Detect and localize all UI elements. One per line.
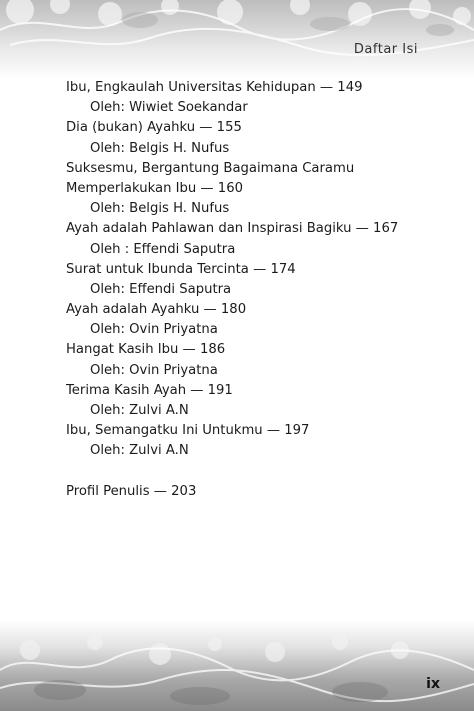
toc-entry-author: Oleh: Ovin Priyatna [90, 362, 218, 378]
toc-entry-title-continued: Memperlakukan Ibu — 160 [66, 180, 243, 196]
toc-entry-title: Ibu, Engkaulah Universitas Kehidupan — 149 [66, 80, 363, 95]
toc-entry-title: Hangat Kasih Ibu — 186 [66, 342, 226, 358]
toc-entry-title: Surat untuk Ibunda Tercinta — 174 [66, 261, 296, 277]
table-of-contents [66, 78, 446, 502]
bottom-decorative-band [0, 620, 474, 711]
toc-entry-author: Oleh: Zulvi A.N [90, 403, 189, 418]
toc-entry-author: Oleh: Effendi Saputra [90, 281, 232, 297]
running-head: Daftar Isi [353, 42, 418, 57]
toc-entry-title: Terima Kasih Ayah — 191 [66, 382, 233, 398]
toc-spacer [66, 462, 446, 482]
top-decorative-band [0, 0, 474, 80]
toc-entry-title: Dia (bukan) Ayahku — 155 [66, 120, 242, 136]
toc-entry-author: Oleh: Belgis H. Nufus [90, 201, 230, 217]
toc-entry-author: Oleh : Effendi Saputra [90, 241, 236, 257]
toc-entry-title: Ayah adalah Ayahku — 180 [66, 302, 247, 318]
page-number: ix [426, 676, 440, 692]
toc-entry-author: Oleh: Wiwiet Soekandar [90, 100, 248, 116]
toc-entry-title: Suksesmu, Bergantung Bagaimana Caramu [66, 160, 355, 176]
toc-profile-entry: Profil Penulis — 203 [66, 483, 197, 499]
toc-entry-author: Oleh: Ovin Priyatna [90, 322, 218, 338]
floral-ornament-bottom [0, 620, 474, 711]
toc-entry-author: Oleh: Zulvi A.N [90, 443, 189, 459]
toc-entry-author: Oleh: Belgis H. Nufus [90, 140, 230, 156]
toc-entry-title: Ibu, Semangatku Ini Untukmu — 197 [66, 423, 310, 439]
toc-entry-title: Ayah adalah Pahlawan dan Inspirasi Bagiku — 167 [66, 221, 399, 237]
floral-ornament-top [0, 0, 474, 80]
